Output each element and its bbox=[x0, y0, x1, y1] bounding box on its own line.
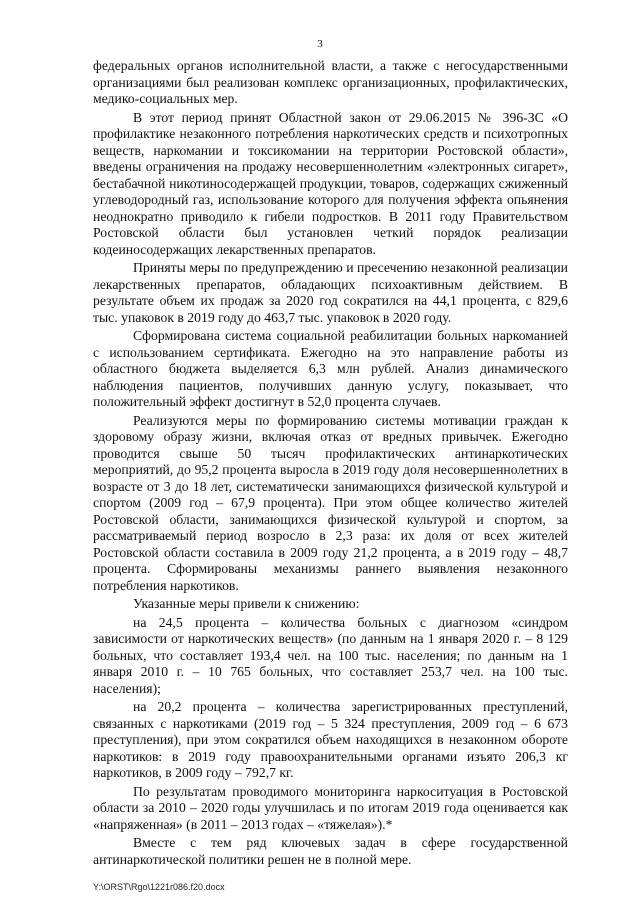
paragraph-9: По результатам проводимого мониторинга наркоситуация в Ростовской области за 2010 – 2020 годы улучшилась и по итогам 2019 года оценивается как «напряженная» (в 2011 – 2013 годах – «тяжелая»).* bbox=[93, 783, 568, 832]
paragraph-10: Вместе с тем ряд ключевых задач в сфере государственной антинаркотической политики решен не в полной мере. bbox=[93, 835, 568, 867]
footer-file-path: Y:\ORST\Rgo\1221r086.f20.docx bbox=[93, 882, 225, 892]
paragraph-3: Приняты меры по предупреждению и пресечению незаконной реализации лекарственных препаратов, обладающих психоактивным действием. В результате объем их продаж за 2020 год сократился на 44,1 процента, с 829,6 тыс. упаковок в 2019 году до 463,7 тыс. упаковок в 2020 году. bbox=[93, 260, 568, 325]
document-body bbox=[93, 58, 568, 870]
paragraph-7: на 24,5 процента – количества больных с диагнозом «синдром зависимости от наркотических веществ» (по данным на 1 января 2020 г. – 8 129 больных, что составляет 193,4 чел. на 100 тыс. населения; по данным на 1 января 2010 г. – 10 765 больных, что составляет 253,7 чел. на 100 тыс. населения); bbox=[93, 614, 568, 696]
paragraph-2: В этот период принят Областной закон от 29.06.2015 № 396-ЗС «О профилактике незаконного потребления наркотических средств и психотропных веществ, наркомании и токсикомании на территории Ростовской области», введены ограничения на продажу несовершеннолетним «электронных сигарет», бестабачной никотиносодержащей продукции, товаров, содержащих сжиженный углеводородный газ, использование которого для получения эффекта опьянения неоднократно приводило к гибели подростков. В 2011 году Правительством Ростовской области был установлен четкий порядок реализации кодеиносодержащих лекарственных препаратов. bbox=[93, 109, 568, 257]
page-number: 3 bbox=[317, 38, 323, 50]
paragraph-5: Реализуются меры по формированию системы мотивации граждан к здоровому образу жизни, включая отказ от вредных привычек. Ежегодно проводится свыше 50 тысяч профилактических антинаркотических мероприятий, до 95,2 процента выросла в 2019 году доля несовершеннолетних в возрасте от 3 до 18 лет, систематически занимающихся физической культурой и спортом (2009 год – 67,9 процента). При этом общее количество жителей Ростовской области, занимающихся физической культурой и спортом, за рассматриваемый период возросло в 2,3 раза: их доля от всех жителей Ростовской области составила в 2009 году 21,2 процента, а в 2019 году – 48,7 процента. Сформированы механизмы раннего выявления незаконного потребления наркотиков. bbox=[93, 412, 568, 593]
paragraph-4: Сформирована система социальной реабилитации больных наркоманией с использованием сертификата. Ежегодно на это направление работы из областного бюджета выделяется 6,3 млн рублей. Анализ динамического наблюдения пациентов, получивших данную услугу, показывает, что положительный эффект достигнут в 52,0 процента случаев. bbox=[93, 328, 568, 409]
paragraph-8: на 20,2 процента – количества зарегистрированных преступлений, связанных с наркотиками (2019 год – 5 324 преступления, 2009 год – 6 673 преступления), при этом сократился объем находящихся в незаконном обороте наркотиков: в 2019 году правоохранительными органами изъято 206,3 кг наркотиков, в 2009 году – 792,7 кг. bbox=[93, 699, 568, 780]
paragraph-1: федеральных органов исполнительной власти, а также с негосударственными организациями был реализован комплекс организационных, профилактических, медико-социальных мер. bbox=[93, 58, 568, 106]
paragraph-6: Указанные меры привели к снижению: bbox=[133, 596, 360, 611]
